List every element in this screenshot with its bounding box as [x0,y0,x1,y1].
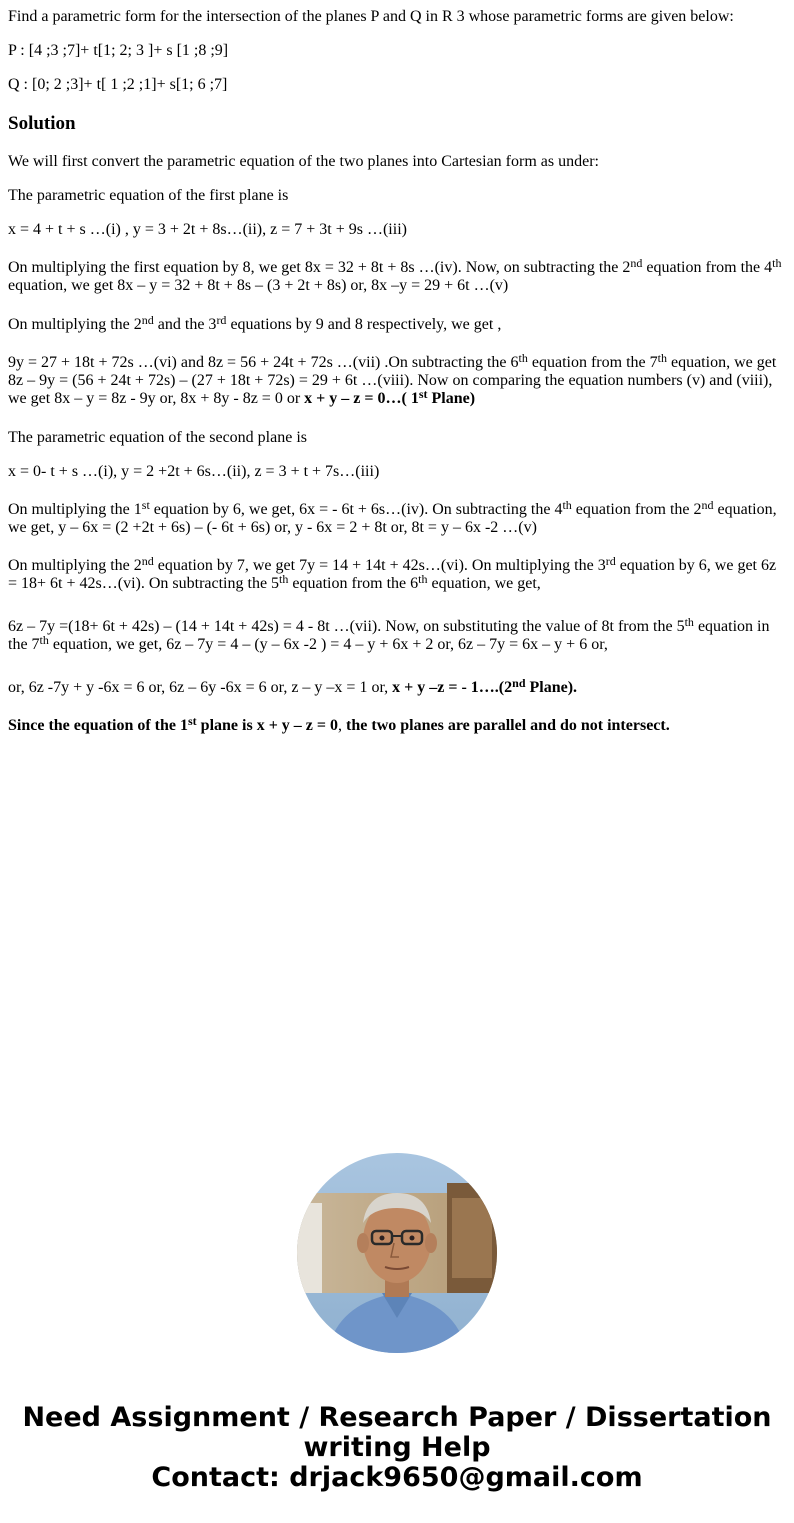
second-plane-equations: x = 0- t + s …(i), y = 2 +2t + 6s…(ii), z = 3 + t + 7s…(iii) [8,463,380,480]
promo-line: Need Assignment / Research Paper / Dissertation writing Help [22,1402,772,1463]
contact-line: Contact: drjack9650@gmail.com [151,1462,643,1493]
second-plane-step-2: On multiplying the 2nd equation by 7, we get 7y = 14 + 14t + 42s…(vi). On multiplying the 3rd equation by 6, we get 6z = 18+ 6t + 42s…(vi). On subtracting the 5th equation from the 6th equation, we get, [8,554,777,592]
first-plane-step-2: On multiplying the 2nd and the 3rd equations by 9 and 8 respectively, we get , [8,313,502,333]
second-plane-title: The parametric equation of the second plane is [8,429,307,446]
solution-intro: We will first convert the parametric equation of the two planes into Cartesian form as under: [8,153,599,170]
first-plane-title: The parametric equation of the first plane is [8,187,289,204]
first-plane-step-1: On multiplying the first equation by 8, we get 8x = 32 + 8t + 8s …(iv). Now, on subtracting the 2nd equation from the 4th equation, we get 8x – y = 32 + 8t + 8s – (3 + 2t + 8s) or, 8x –y = 29 + 6t …(v) [8,256,782,294]
question-text: Find a parametric form for the intersection of the planes P and Q in R 3 whose parametric forms are given below: [8,8,734,25]
first-plane-step-3: 9y = 27 + 18t + 72s …(vi) and 8z = 56 + 24t + 72s …(vii) .On subtracting the 6th equation from the 7th equation, we get 8z – 9y = (56 + 24t + 72s) – (27 + 18t + 72s) = 29 + 6t …(viii). Now on comparing the equation numbers (v) and (viii), we get 8x – y = 8z - 9y or, 8x + 8y - 8z = 0 or x + y – z = 0…( 1st Plane) [8,351,777,407]
promo-footer [0,1403,794,1493]
second-plane-step-3: 6z – 7y =(18+ 6t + 42s) – (14 + 14t + 42s) = 4 - 8t …(vii). Now, on substituting the value of 8t from the 5th equation in the 7th equation, we get, 6z – 7y = 4 – (y – 6x -2 ) = 4 – y + 6x + 2 or, 6z – 7y = 6x – y + 6 or, [8,615,770,653]
author-portrait-image [297,1153,497,1353]
first-plane-equations: x = 4 + t + s …(i) , y = 3 + 2t + 8s…(ii), z = 7 + 3t + 9s …(iii) [8,221,407,238]
author-avatar [297,1153,497,1353]
plane-p-definition: P : [4 ;3 ;7]+ t[1; 2; 3 ]+ s [1 ;8 ;9] [8,42,229,59]
second-plane-step-4: or, 6z -7y + y -6x = 6 or, 6z – 6y -6x = 6 or, z – y –x = 1 or, x + y –z = - 1….(2nd Plane). [8,676,578,696]
conclusion: Since the equation of the 1st plane is x + y – z = 0, the two planes are parallel and do not intersect. [8,714,670,734]
solution-heading: Solution [8,113,76,134]
second-plane-step-1: On multiplying the 1st equation by 6, we get, 6x = - 6t + 6s…(iv). On subtracting the 4th equation from the 2nd equation, we get, y – 6x = (2 +2t + 6s) – (- 6t + 6s) or, y - 6x = 2 + 8t or, 8t = y – 6x -2 …(v) [8,498,777,536]
plane-q-definition: Q : [0; 2 ;3]+ t[ 1 ;2 ;1]+ s[1; 6 ;7] [8,76,228,93]
